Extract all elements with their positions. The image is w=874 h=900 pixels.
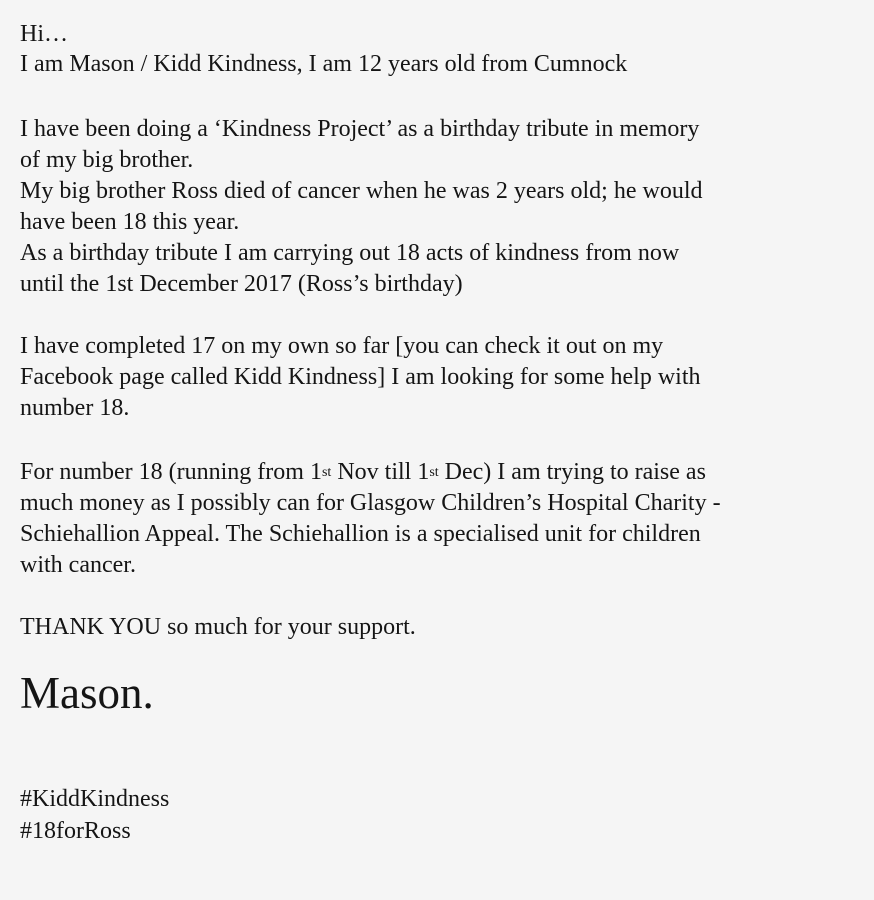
thank-you-line: THANK YOU so much for your support. xyxy=(20,614,416,640)
paragraph-line: As a birthday tribute I am carrying out 18 acts of kindness from now xyxy=(20,240,680,266)
paragraph-line: much money as I possibly can for Glasgow Children’s Hospital Charity - xyxy=(20,490,721,516)
signature: Mason. xyxy=(20,668,154,718)
paragraph-line: Schiehallion Appeal. The Schiehallion is a specialised unit for children xyxy=(20,521,701,547)
appeal-text-2: Nov till 1 xyxy=(331,459,430,485)
greeting: Hi… xyxy=(20,21,68,47)
paragraph-progress xyxy=(20,331,860,424)
hashtag: #18forRoss xyxy=(20,818,131,844)
paragraph-line: until the 1st December 2017 (Ross’s birthday) xyxy=(20,271,463,297)
paragraph-line: have been 18 this year. xyxy=(20,209,240,235)
ordinal-suffix: st xyxy=(321,465,332,480)
appeal-text-3: Dec) I am trying to raise as xyxy=(438,459,706,485)
paragraph-line: number 18. xyxy=(20,395,130,421)
hashtag-list xyxy=(20,783,860,847)
intro-line: I am Mason / Kidd Kindness, I am 12 years old from Cumnock xyxy=(20,51,628,77)
paragraph-line: I have been doing a ‘Kindness Project’ as a birthday tribute in memory xyxy=(20,116,700,142)
paragraph-line: with cancer. xyxy=(20,552,136,578)
paragraph-appeal xyxy=(20,457,860,581)
paragraph-line xyxy=(20,457,860,488)
appeal-text-1: For number 18 (running from 1 xyxy=(20,459,322,485)
hashtag: #KiddKindness xyxy=(20,786,170,812)
paragraph-line: I have completed 17 on my own so far [you can check it out on my xyxy=(20,333,664,359)
paragraph-kindness-project xyxy=(20,114,860,300)
ordinal-suffix: st xyxy=(429,465,439,480)
paragraph-line: My big brother Ross died of cancer when he was 2 years old; he would xyxy=(20,178,703,204)
paragraph-line: of my big brother. xyxy=(20,147,194,173)
paragraph-line: Facebook page called Kidd Kindness] I am looking for some help with xyxy=(20,364,701,390)
